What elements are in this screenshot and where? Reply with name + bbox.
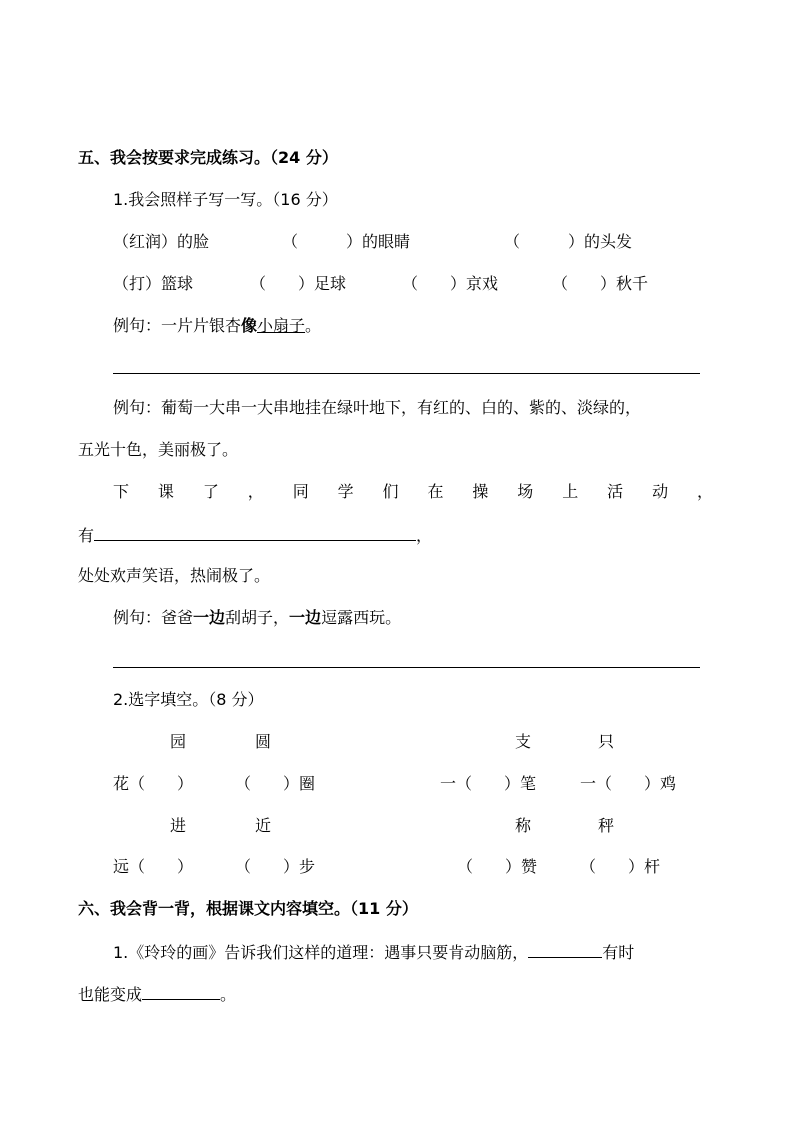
example-phrase: （打）篮球	[113, 274, 194, 293]
char: ，	[247, 482, 264, 501]
char: 课	[157, 482, 174, 501]
example-sentence-2-line1: 例句：葡萄一大串一大串地挂在绿叶地下，有红的、白的、紫的、淡绿的，	[113, 398, 642, 417]
fill-blank-hair[interactable]: （ ）的头发	[504, 232, 633, 251]
section-six-heading: 六、我会背一背，根据课文内容填空。（11 分）	[78, 899, 418, 918]
char: 了	[202, 482, 219, 501]
char: 同	[292, 482, 309, 501]
example-text: 例句：爸爸	[113, 608, 194, 627]
question-text: 有时	[602, 943, 635, 962]
example-sentence-3	[113, 608, 401, 628]
section-five-heading: 五、我会按要求完成练习。（24 分）	[78, 148, 338, 167]
underlined-word: 小扇子	[257, 316, 306, 335]
example-text: 刮胡子，	[225, 608, 290, 627]
example-sentence-1	[113, 316, 321, 336]
choice-char: 近	[255, 816, 272, 835]
char: 下	[113, 482, 130, 501]
fill-blank-far[interactable]: 远（ ）	[113, 857, 194, 876]
task-line-end: 处处欢声笑语，热闹极了。	[78, 566, 271, 585]
question-text: 1.《玲玲的画》告诉我们这样的道理：遇事只要肯动脑筋，	[113, 943, 529, 962]
choice-char: 园	[170, 732, 187, 751]
answer-blank[interactable]	[528, 941, 602, 958]
choice-char: 秤	[598, 816, 615, 835]
question-2-title: 2.选字填空。（8 分）	[113, 690, 264, 709]
fill-blank-flower[interactable]: 花（ ）	[113, 774, 194, 793]
fill-blank-eyes[interactable]: （ ）的眼睛	[282, 232, 411, 251]
lead-char: 有	[78, 526, 95, 545]
question-text: 也能变成	[78, 985, 143, 1004]
char: 学	[337, 482, 354, 501]
question-text: 。	[220, 985, 237, 1004]
choice-char: 圆	[255, 732, 272, 751]
answer-blank[interactable]	[94, 524, 416, 541]
emphasis-word: 一边	[193, 608, 226, 627]
choice-char: 支	[515, 732, 532, 751]
fill-blank-rod[interactable]: （ ）杆	[580, 857, 661, 876]
question-1-title: 1.我会照样子写一写。（16 分）	[113, 190, 338, 209]
fill-blank-football[interactable]: （ ）足球	[250, 274, 347, 293]
task-line-with-blank	[78, 524, 432, 546]
answer-line[interactable]	[113, 373, 700, 374]
char: 活	[607, 482, 624, 501]
choice-char: 称	[515, 816, 532, 835]
comma: ，	[416, 526, 433, 545]
choice-char: 进	[170, 816, 187, 835]
choice-char: 只	[598, 732, 615, 751]
fill-blank-pen[interactable]: 一（ ）笔	[440, 774, 537, 793]
example-sentence-2-line2: 五光十色，美丽极了。	[78, 440, 239, 459]
spaced-sentence	[113, 482, 713, 502]
char: 操	[472, 482, 489, 501]
example-text: 例句：一片片银杏	[113, 316, 242, 335]
char: 在	[427, 482, 444, 501]
fill-blank-swing[interactable]: （ ）秋千	[552, 274, 649, 293]
char: ，	[696, 482, 713, 501]
char: 上	[562, 482, 579, 501]
emphasis-word: 像	[241, 316, 258, 335]
fill-blank-chicken[interactable]: 一（ ）鸡	[580, 774, 677, 793]
example-text: 。	[305, 316, 322, 335]
emphasis-word: 一边	[289, 608, 322, 627]
recite-question-line1	[113, 941, 634, 963]
fill-blank-praise[interactable]: （ ）赞	[457, 857, 538, 876]
fill-blank-step[interactable]: （ ）步	[235, 857, 316, 876]
char: 们	[382, 482, 399, 501]
answer-blank[interactable]	[142, 983, 220, 1000]
example-phrase: （红润）的脸	[113, 232, 210, 251]
fill-blank-opera[interactable]: （ ）京戏	[402, 274, 499, 293]
recite-question-line2	[78, 983, 236, 1005]
char: 动	[652, 482, 669, 501]
fill-blank-circle[interactable]: （ ）圈	[235, 774, 316, 793]
example-text: 逗露西玩。	[321, 608, 402, 627]
char: 场	[517, 482, 534, 501]
answer-line[interactable]	[113, 667, 700, 668]
